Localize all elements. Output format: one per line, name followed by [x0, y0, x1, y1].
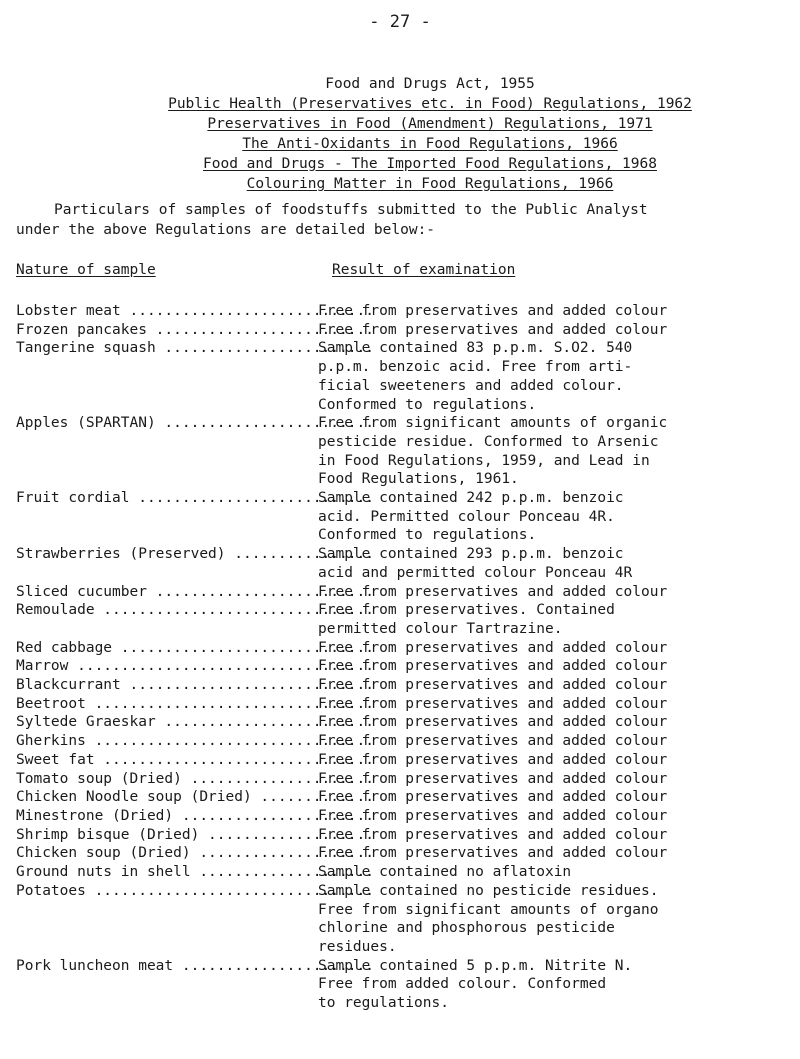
result-line: Sample contained no pesticide residues.: [318, 882, 659, 899]
examination-result: [318, 788, 780, 807]
table-row: [16, 321, 786, 340]
examination-result: [318, 863, 780, 882]
table-row: [16, 489, 786, 545]
result-line: Free from preservatives and added colour: [318, 695, 668, 712]
heading-line: Colouring Matter in Food Regulations, 1966: [246, 176, 614, 192]
result-line: Sample contained 5 p.p.m. Nitrite N.: [318, 957, 633, 974]
result-line: pesticide residue. Conformed to Arsenic: [318, 433, 659, 450]
examination-result: [318, 844, 780, 863]
result-line: Sample contained 293 p.p.m. benzoic: [318, 546, 624, 563]
examination-result: [318, 414, 780, 489]
result-line: acid and permitted colour Ponceau 4R: [318, 564, 633, 581]
examination-result: [318, 339, 780, 414]
sample-name: Minestrone (Dried) ......................: [16, 807, 374, 824]
result-line: to regulations.: [318, 995, 449, 1012]
sample-name: Red cabbage .............................: [16, 639, 374, 656]
heading-line: Food and Drugs Act, 1955: [325, 76, 535, 92]
table-row: [16, 863, 786, 882]
table-row: [16, 601, 786, 638]
examination-result: [318, 770, 780, 789]
table-row: [16, 339, 786, 414]
sample-name: Tangerine squash ........................: [16, 340, 374, 357]
sample-name: Blackcurrant ............................: [16, 677, 374, 694]
result-line: Free from preservatives and added colour: [318, 658, 668, 675]
examination-result: [318, 882, 780, 957]
sample-name: Apples (SPARTAN) ........................: [16, 415, 374, 432]
sample-name: Frozen pancakes .........................: [16, 321, 374, 338]
sample-name: Tomato soup (Dried) .....................: [16, 770, 374, 787]
sample-name: Sliced cucumber .........................: [16, 583, 374, 600]
table-row: [16, 414, 786, 489]
result-line: chlorine and phosphorous pesticide: [318, 920, 615, 937]
table-row: [16, 732, 786, 751]
table-row: [16, 882, 786, 957]
regulations-heading-block: [80, 74, 780, 194]
result-line: Free from preservatives and added colour: [318, 807, 668, 824]
sample-name: Gherkins ................................: [16, 733, 374, 750]
sample-name: Pork luncheon meat ......................: [16, 957, 374, 974]
sample-name: Syltede Graeskar ........................: [16, 714, 374, 731]
table-row: [16, 695, 786, 714]
table-row: [16, 302, 786, 321]
result-line: Free from preservatives and added colour: [318, 321, 668, 338]
result-line: Sample contained 83 p.p.m. S.O2. 540: [318, 340, 633, 357]
sample-name: Marrow ..................................: [16, 658, 374, 675]
sample-name: Chicken soup (Dried) ....................: [16, 845, 374, 862]
result-column-header: Result of examination: [332, 262, 516, 278]
sample-name: Beetroot ................................: [16, 695, 374, 712]
result-line: residues.: [318, 938, 397, 955]
heading-line: Preservatives in Food (Amendment) Regulations, 1971: [207, 116, 653, 132]
result-line: permitted colour Tartrazine.: [318, 620, 563, 637]
sample-name: Sweet fat ...............................: [16, 751, 374, 768]
result-line: Free from preservatives and added colour: [318, 845, 668, 862]
sample-name: Strawberries (Preserved) ................: [16, 546, 374, 563]
result-line: in Food Regulations, 1959, and Lead in: [318, 452, 650, 469]
table-row: [16, 713, 786, 732]
examination-result: [318, 713, 780, 732]
table-row: [16, 583, 786, 602]
intro-line: Particulars of samples of foodstuffs submitted to the Public Analyst: [54, 202, 648, 218]
examination-result: [318, 676, 780, 695]
result-line: Sample contained 242 p.p.m. benzoic: [318, 490, 624, 507]
heading-line: Public Health (Preservatives etc. in Food) Regulations, 1962: [168, 96, 692, 112]
table-row: [16, 826, 786, 845]
table-row: [16, 545, 786, 582]
result-line: Free from preservatives and added colour: [318, 303, 668, 319]
table-row: [16, 639, 786, 658]
examination-result: [318, 321, 780, 340]
table-row: [16, 957, 786, 1013]
result-line: Free from added colour. Conformed: [318, 976, 607, 993]
result-line: Free from significant amounts of organic: [318, 415, 668, 432]
sample-name: Chicken Noodle soup (Dried) .............: [16, 789, 374, 806]
intro-line: under the above Regulations are detailed below:-: [16, 222, 436, 238]
result-line: Free from preservatives and added colour: [318, 677, 668, 694]
result-line: Free from preservatives. Contained: [318, 602, 615, 619]
result-line: Sample contained no aflatoxin: [318, 864, 572, 881]
sample-name: Remoulade ...............................: [16, 602, 374, 619]
table-row: [16, 657, 786, 676]
table-row: [16, 676, 786, 695]
samples-table: [16, 302, 786, 1013]
result-line: Food Regulations, 1961.: [318, 471, 519, 488]
examination-result: [318, 545, 780, 582]
examination-result: [318, 807, 780, 826]
result-line: Free from preservatives and added colour: [318, 826, 668, 843]
result-line: acid. Permitted colour Ponceau 4R.: [318, 508, 615, 525]
examination-result: [318, 695, 780, 714]
examination-result: [318, 751, 780, 770]
table-row: [16, 751, 786, 770]
nature-column-header: Nature of sample: [16, 262, 156, 278]
examination-result: [318, 957, 780, 1013]
page-number: - 27 -: [369, 12, 431, 32]
heading-line: Food and Drugs - The Imported Food Regulations, 1968: [203, 156, 657, 172]
result-line: Conformed to regulations.: [318, 527, 537, 544]
table-row: [16, 770, 786, 789]
result-line: Free from preservatives and added colour: [318, 583, 668, 600]
result-line: Free from significant amounts of organo: [318, 901, 659, 918]
result-line: Free from preservatives and added colour: [318, 733, 668, 750]
result-line: p.p.m. benzoic acid. Free from arti-: [318, 359, 633, 376]
sample-name: Ground nuts in shell ....................: [16, 864, 374, 881]
examination-result: [318, 732, 780, 751]
result-line: Free from preservatives and added colour: [318, 639, 668, 656]
sample-name: Shrimp bisque (Dried) ...................: [16, 826, 374, 843]
examination-result: [318, 302, 780, 321]
result-line: ficial sweeteners and added colour.: [318, 377, 624, 394]
table-row: [16, 807, 786, 826]
table-row: [16, 788, 786, 807]
result-line: Free from preservatives and added colour: [318, 751, 668, 768]
examination-result: [318, 489, 780, 545]
result-line: Conformed to regulations.: [318, 396, 537, 413]
result-line: Free from preservatives and added colour: [318, 789, 668, 806]
examination-result: [318, 583, 780, 602]
intro-paragraph: [16, 200, 786, 240]
heading-line: The Anti-Oxidants in Food Regulations, 1966: [242, 136, 618, 152]
sample-name: Lobster meat ............................: [16, 303, 374, 319]
table-row: [16, 844, 786, 863]
examination-result: [318, 601, 780, 638]
result-line: Free from preservatives and added colour: [318, 770, 668, 787]
examination-result: [318, 639, 780, 658]
sample-name: Potatoes ................................: [16, 882, 374, 899]
result-line: Free from preservatives and added colour: [318, 714, 668, 731]
examination-result: [318, 657, 780, 676]
sample-name: Fruit cordial ...........................: [16, 490, 374, 507]
examination-result: [318, 826, 780, 845]
